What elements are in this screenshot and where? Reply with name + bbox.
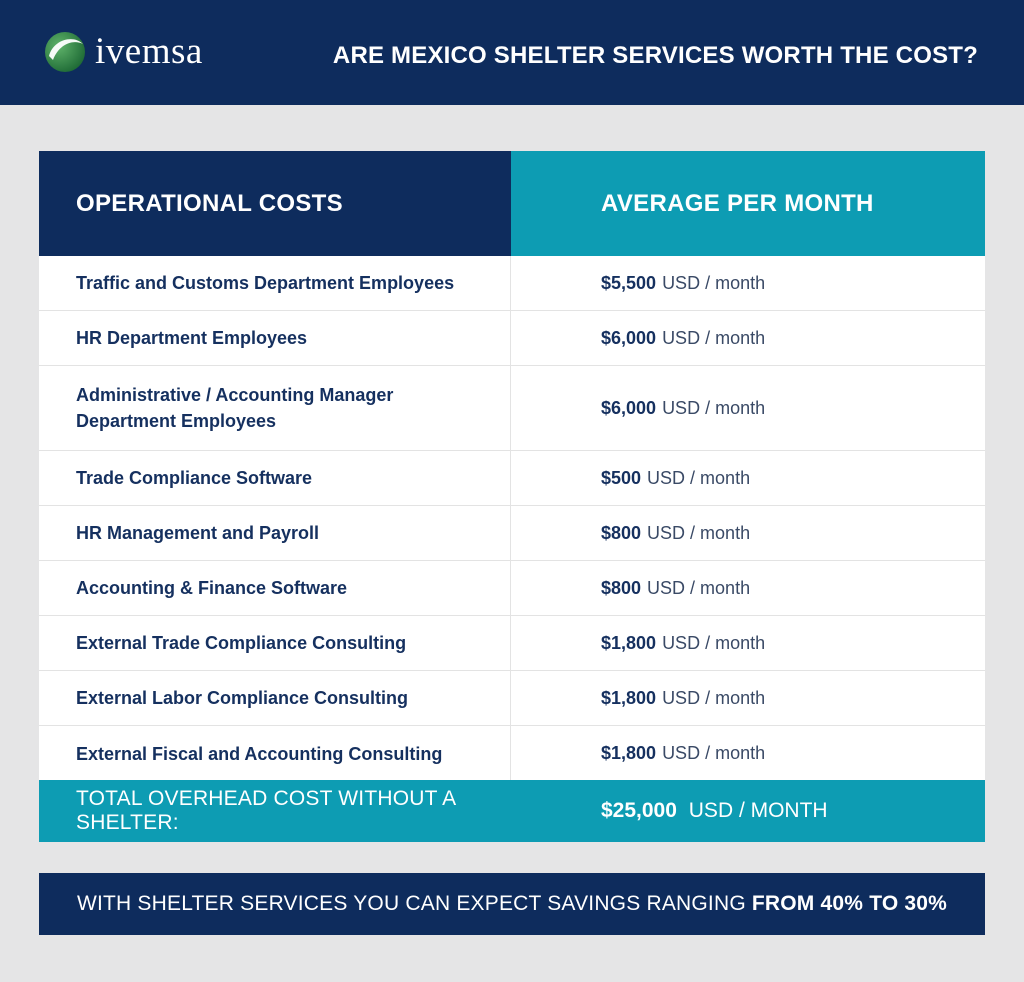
- table-row: [39, 616, 985, 671]
- cost-unit: USD / month: [662, 327, 766, 348]
- cost-amount: $500: [601, 467, 642, 488]
- cost-amount: $6,000: [601, 397, 657, 418]
- cost-unit: USD / month: [662, 687, 766, 708]
- cost-table: [39, 151, 985, 781]
- savings-range: FROM 40% TO 30%: [751, 892, 948, 915]
- globe-swoosh-icon: [43, 30, 87, 74]
- cost-item-label: HR Department Employees: [39, 311, 511, 365]
- table-header: [39, 151, 985, 256]
- cost-unit: USD / month: [662, 743, 766, 763]
- cost-item-label: Traffic and Customs Department Employees: [39, 256, 511, 310]
- page-header: [0, 0, 1024, 105]
- savings-banner: [39, 873, 985, 935]
- cost-amount: $800: [601, 522, 642, 543]
- cost-unit: USD / month: [662, 632, 766, 653]
- table-row: [39, 561, 985, 616]
- cost-item-value: [511, 256, 985, 310]
- table-row: [39, 451, 985, 506]
- table-row: [39, 506, 985, 561]
- cost-unit: USD / month: [662, 272, 766, 293]
- column-header-average-per-month: AVERAGE PER MONTH: [511, 151, 985, 256]
- cost-item-label: Administrative / Accounting Manager Department Employees: [39, 366, 511, 450]
- cost-item-value: [511, 616, 985, 670]
- cost-amount: $1,800: [601, 743, 657, 763]
- total-row: [39, 780, 985, 842]
- table-row: [39, 311, 985, 366]
- cost-unit: USD / month: [647, 522, 751, 543]
- cost-item-label: Trade Compliance Software: [39, 451, 511, 505]
- cost-item-label: HR Management and Payroll: [39, 506, 511, 560]
- table-row: [39, 366, 985, 451]
- table-row: [39, 726, 985, 781]
- cost-item-value: [511, 506, 985, 560]
- ivemsa-logo[interactable]: [43, 30, 203, 74]
- table-row: [39, 256, 985, 311]
- cost-item-value: [511, 366, 985, 450]
- cost-amount: $1,800: [601, 687, 657, 708]
- cost-item-value: [511, 726, 985, 781]
- cost-amount: $6,000: [601, 327, 657, 348]
- page-title: ARE MEXICO SHELTER SERVICES WORTH THE COST?: [332, 42, 978, 69]
- cost-unit: USD / month: [647, 577, 751, 598]
- logo-text: ivemsa: [95, 31, 203, 72]
- cost-amount: $1,800: [601, 632, 657, 653]
- cost-item-label: Accounting & Finance Software: [39, 561, 511, 615]
- cost-item-value: [511, 671, 985, 725]
- cost-item-label: External Fiscal and Accounting Consulting: [39, 726, 511, 781]
- table-body: [39, 256, 985, 781]
- column-header-operational-costs: OPERATIONAL COSTS: [39, 151, 511, 256]
- total-value: [511, 799, 828, 823]
- total-label: TOTAL OVERHEAD COST WITHOUT A SHELTER:: [76, 787, 456, 834]
- total-amount: $25,000: [601, 799, 677, 822]
- cost-item-value: [511, 451, 985, 505]
- cost-amount: $800: [601, 577, 642, 598]
- cost-item-value: [511, 311, 985, 365]
- cost-unit: USD / month: [662, 397, 766, 418]
- cost-item-label: External Labor Compliance Consulting: [39, 671, 511, 725]
- total-unit: USD / MONTH: [688, 799, 828, 822]
- savings-text: WITH SHELTER SERVICES YOU CAN EXPECT SAVINGS RANGING: [76, 892, 746, 915]
- cost-amount: $5,500: [601, 272, 657, 293]
- cost-item-value: [511, 561, 985, 615]
- cost-item-label: External Trade Compliance Consulting: [39, 616, 511, 670]
- table-row: [39, 671, 985, 726]
- cost-unit: USD / month: [647, 467, 751, 488]
